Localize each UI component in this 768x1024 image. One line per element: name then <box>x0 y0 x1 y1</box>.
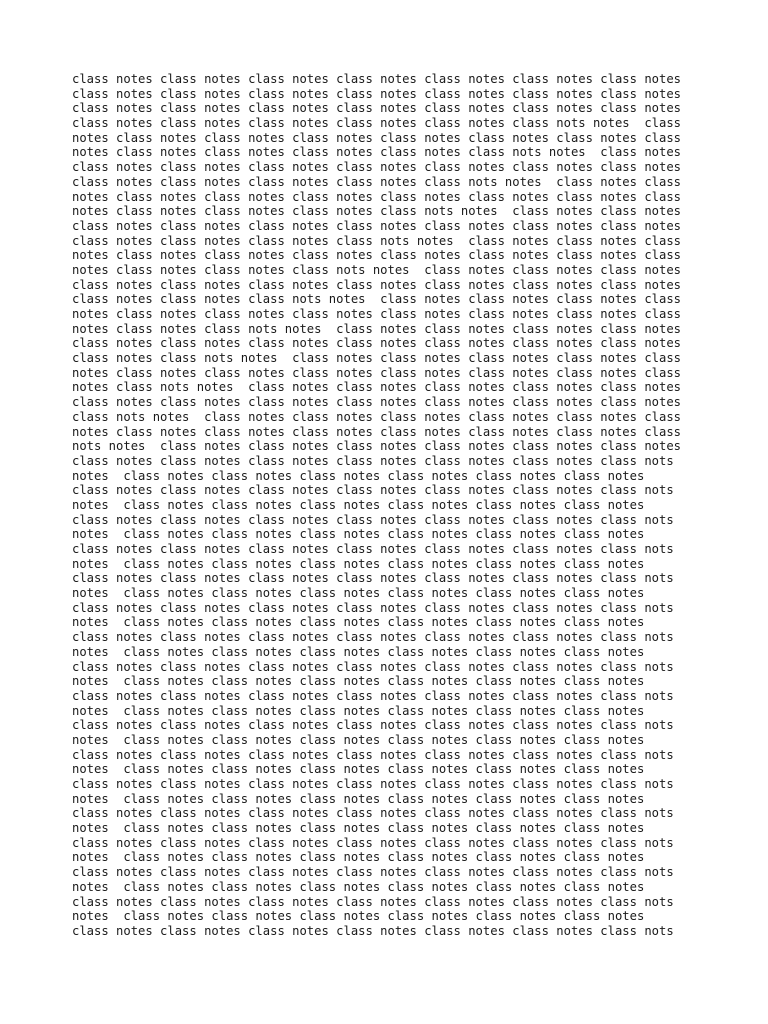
text-line: notes class notes class notes class notes class notes class notes class notes <box>72 644 645 659</box>
text-line: notes class notes class notes class notes class notes class notes class notes <box>72 703 645 718</box>
text-line: class notes class nots notes class notes class notes class notes class notes class <box>72 351 682 366</box>
text-line: class notes class notes class notes class notes class notes class notes class notes <box>72 86 682 101</box>
text-line: class notes class notes class notes class notes class notes class notes class nots <box>72 835 674 850</box>
text-line: notes class notes class notes class notes class notes class notes class notes <box>72 879 645 894</box>
text-line: class notes class notes class notes class notes class notes class notes class nots <box>72 483 674 498</box>
text-line: notes class notes class notes class notes class notes class notes class notes <box>72 468 645 483</box>
text-line: notes class notes class notes class notes class notes class notes class notes <box>72 556 645 571</box>
text-line: class notes class notes class notes class nots notes class notes class notes class <box>72 233 682 248</box>
text-line: notes class notes class notes class notes class notes class notes class notes <box>72 791 645 806</box>
text-line: notes class notes class notes class notes class notes class notes class notes <box>72 586 645 601</box>
text-line: class notes class notes class notes class notes class notes class notes class nots <box>72 777 674 791</box>
text-line: class notes class notes class notes class notes class notes class notes class nots <box>72 512 674 527</box>
text-line: class notes class notes class nots notes class notes class notes class notes class <box>72 292 682 307</box>
text-line: notes class notes class notes class notes class notes class notes class notes <box>72 821 645 836</box>
text-line: notes class notes class notes class notes class notes class notes class notes class <box>72 307 682 321</box>
text-line: class notes class notes class notes class notes class notes class notes class nots <box>72 630 674 645</box>
text-line: notes class notes class notes class notes class notes class notes class notes class <box>72 248 682 263</box>
text-line: class notes class notes class notes class notes class notes class notes class nots <box>72 688 674 703</box>
text-line: notes class notes class notes class notes class notes class notes class notes class <box>72 189 682 204</box>
text-line: class notes class notes class notes class notes class notes class notes class notes <box>72 160 682 175</box>
text-line: class notes class notes class notes class notes class notes class notes class nots <box>72 571 674 586</box>
text-line: notes class nots notes class notes class notes class notes class notes class notes <box>72 380 682 395</box>
text-line: class notes class notes class notes class notes class notes class notes class nots <box>72 923 674 938</box>
text-line: class notes class notes class notes class notes class notes class notes class notes <box>72 277 682 292</box>
text-line: notes class notes class notes class notes class notes class notes class notes <box>72 674 645 689</box>
text-line: notes class notes class notes class notes class notes class notes class notes <box>72 615 645 630</box>
text-line: notes class notes class notes class notes class notes class notes class notes <box>72 497 645 512</box>
text-line: class notes class notes class notes class notes class notes class notes class notes <box>72 336 682 351</box>
text-line: class notes class notes class notes class notes class notes class notes class nots <box>72 806 674 821</box>
text-line: class notes class notes class notes class notes class notes class notes class notes <box>72 101 682 116</box>
text-line: notes class notes class notes class notes class notes class notes class notes class <box>72 130 682 145</box>
text-line: class notes class notes class notes class notes class notes class notes class nots <box>72 600 674 615</box>
text-line: notes class notes class notes class notes class notes class notes class notes <box>72 732 645 747</box>
text-line: class notes class notes class notes class notes class notes class notes class nots <box>72 747 674 762</box>
text-line: class notes class notes class notes class notes class notes class notes class nots <box>72 718 674 733</box>
text-line: notes class notes class notes class notes class nots notes class notes class notes <box>72 204 682 219</box>
text-line: notes class notes class notes class notes class notes class nots notes class notes <box>72 145 682 160</box>
text-line: class nots notes class notes class notes class notes class notes class notes class <box>72 409 682 424</box>
text-line: notes class notes class notes class notes class notes class notes class notes <box>72 850 645 865</box>
text-line: class notes class notes class notes class notes class notes class notes class nots <box>72 894 674 909</box>
text-line: class notes class notes class notes class notes class notes class notes class nots <box>72 453 674 468</box>
text-line: notes class notes class notes class notes class notes class notes class notes class <box>72 365 682 380</box>
text-line: nots notes class notes class notes class notes class notes class notes class notes <box>72 439 682 454</box>
text-line: notes class notes class notes class notes class notes class notes class notes <box>72 762 645 777</box>
text-line: class notes class notes class notes class notes class notes class notes class nots <box>72 865 674 880</box>
text-line: notes class notes class notes class notes class notes class notes class notes <box>72 909 645 924</box>
text-line: notes class notes class notes class nots notes class notes class notes class notes <box>72 262 682 277</box>
text-line: notes class notes class nots notes class notes class notes class notes class notes <box>72 321 682 336</box>
text-line: class notes class notes class notes class notes class notes class notes class nots <box>72 659 674 674</box>
text-line: class notes class notes class notes class notes class notes class notes class nots <box>72 542 674 556</box>
text-line: notes class notes class notes class notes class notes class notes class notes class <box>72 424 682 439</box>
text-line: notes class notes class notes class notes class notes class notes class notes <box>72 527 645 542</box>
text-line: class notes class notes class notes class notes class notes class notes class notes <box>72 395 682 410</box>
text-line: class notes class notes class notes class notes class nots notes class notes class <box>72 174 682 189</box>
document-body <box>72 72 712 939</box>
text-line: class notes class notes class notes class notes class notes class notes class notes <box>72 218 682 233</box>
text-line: class notes class notes class notes class notes class notes class notes class notes <box>72 72 682 86</box>
text-line: class notes class notes class notes class notes class notes class nots notes class <box>72 116 682 131</box>
